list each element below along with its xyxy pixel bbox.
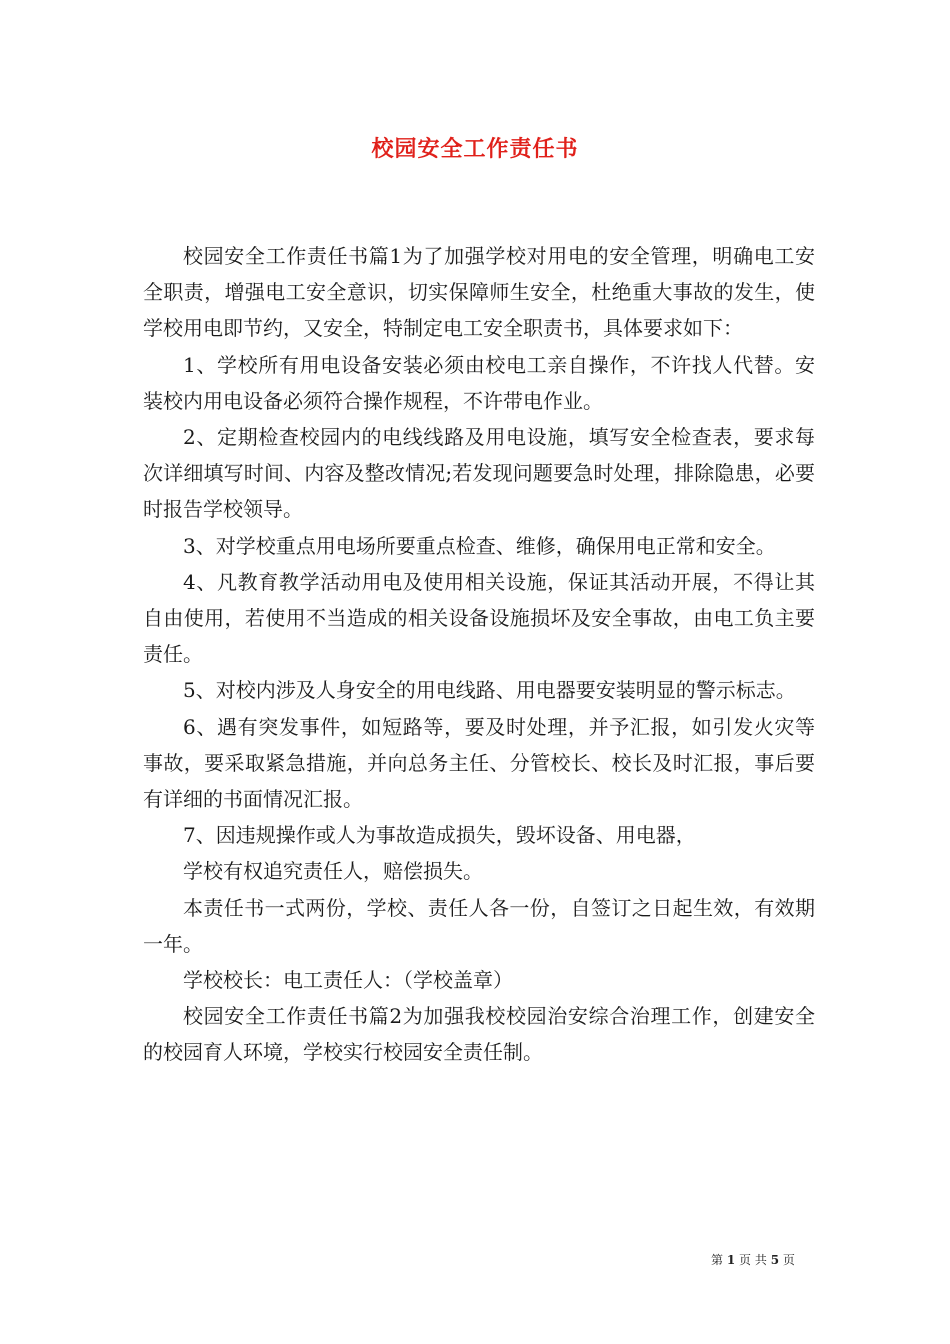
paragraph: 5、对校内涉及人身安全的用电线路、用电器要安装明显的警示标志。: [183, 678, 796, 703]
paragraph: 校园安全工作责任书篇2为加强我校校园治安综合治理工作，创建安全的校园育人环境，学校实行校园安全责任制。: [143, 1004, 815, 1065]
footer-middle: 页 共: [739, 1253, 767, 1267]
paragraph: 校园安全工作责任书篇1为了加强学校对用电的安全管理，明确电工安全职责，增强电工安全意识，切实保障师生安全，杜绝重大事故的发生，使学校用电即节约，又安全，特制定电工安全职责书，具体要求如下：: [143, 244, 815, 341]
paragraph: 7、因违规操作或人为事故造成损失，毁坏设备、用电器，: [183, 823, 696, 848]
paragraph: 3、对学校重点用电场所要重点检查、维修，确保用电正常和安全。: [183, 533, 776, 558]
document-body: [143, 238, 815, 1071]
footer-prefix: 第: [711, 1253, 724, 1267]
paragraph: 4、凡教育教学活动用电及使用相关设施，保证其活动开展，不得让其自由使用，若使用不当造成的相关设备设施损坏及安全事故，由电工负主要责任。: [143, 569, 815, 667]
paragraph: 学校有权追究责任人，赔偿损失。: [183, 859, 483, 884]
page-number-footer: [711, 1251, 795, 1268]
total-pages-number: 5: [770, 1253, 780, 1267]
paragraph: 2、定期检查校园内的电线线路及用电设施，填写安全检查表，要求每次详细填写时间、内容及整改情况;若发现问题要急时处理，排除隐患，必要时报告学校领导。: [143, 425, 815, 522]
paragraph: 6、遇有突发事件，如短路等，要及时处理，并予汇报，如引发火灾等事故，要采取紧急措施，并向总务主任、分管校长、校长及时汇报，事后要有详细的书面情况汇报。: [143, 714, 815, 812]
paragraph: 1、学校所有用电设备安装必须由校电工亲自操作，不许找人代替。安装校内用电设备必须符合操作规程，不许带电作业。: [143, 352, 815, 413]
paragraph: 本责任书一式两份，学校、责任人各一份，自签订之日起生效，有效期一年。: [143, 895, 815, 956]
paragraph: 学校校长：电工责任人：（学校盖章）: [183, 968, 513, 993]
footer-suffix: 页: [782, 1253, 795, 1267]
current-page-number: 1: [726, 1253, 736, 1267]
document-title: 校园安全工作责任书: [371, 136, 579, 162]
